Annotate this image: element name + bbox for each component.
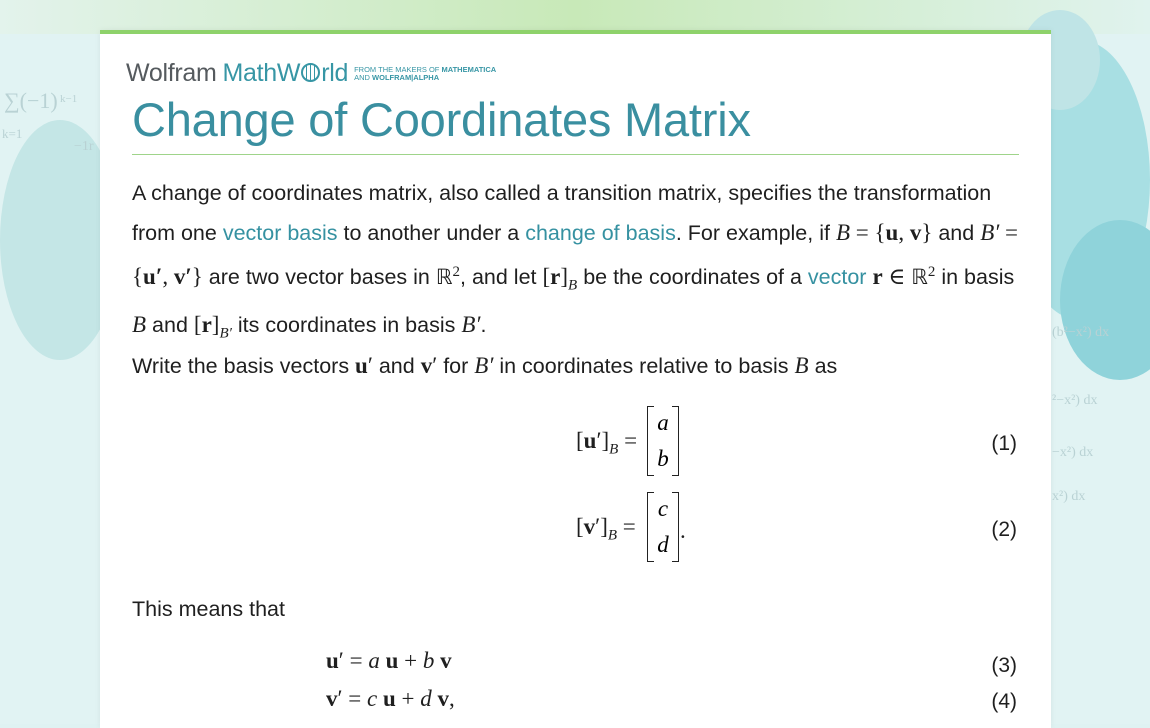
matrix-2: c d <box>647 492 679 562</box>
svg-text:k=1: k=1 <box>2 126 23 141</box>
equation-1: $[u']_B$ = <box>576 428 638 458</box>
link-vector[interactable]: vector <box>807 265 867 290</box>
svg-text:²−x²) dx: ²−x²) dx <box>1052 393 1098 408</box>
svg-text:∑(−1): ∑(−1) <box>4 88 58 113</box>
equation-number-1: (1) <box>991 432 1017 455</box>
equation-4: v′ = c u + d v, <box>326 686 455 711</box>
equation-3: u′ = a u + b v <box>326 648 452 673</box>
matrix-1: a b <box>647 406 679 476</box>
link-vector-basis[interactable]: vector basis <box>222 221 338 245</box>
equation-number-2: (2) <box>991 518 1017 541</box>
logo-wolfram-text: Wolfram <box>126 59 217 87</box>
means-paragraph: This means that <box>132 597 285 621</box>
svg-text:(b²−x²) dx: (b²−x²) dx <box>1052 325 1110 340</box>
basis-paragraph: Write the basis vectors u′ and v′ for B′ in coordinates relative to basis B as <box>132 353 838 378</box>
equation-number-4: (4) <box>991 690 1017 713</box>
title-divider <box>132 154 1019 155</box>
page-title: Change of Coordinates Matrix <box>132 93 751 146</box>
logo-mathworld-text: MathW rld <box>222 59 349 87</box>
intro-paragraph: A change of coordinates matrix, also called a transition matrix, specifies the transformation from one vector basis to another under a change of basis. For example, if B = {u, v} and B′ = {u′, v′} are two vector bases in ℝ$^2$, and let $[r]_B$ be the coordinates of a vector r ∈ ℝ$^2$ in basis B and $[r]_{B'}$ its coordinates in basis B′. <box>132 181 1019 342</box>
site-logo[interactable] <box>126 58 496 88</box>
content-card <box>100 30 1051 728</box>
equation-2-period: . <box>680 518 686 543</box>
equation-number-3: (3) <box>991 654 1017 677</box>
logo-tagline: FROM THE MAKERS OF MATHEMATICA AND WOLFRAM|ALPHA <box>354 65 497 82</box>
svg-text:−x²) dx: −x²) dx <box>1052 445 1094 460</box>
svg-text:−1r: −1r <box>74 139 94 154</box>
svg-text:k−1: k−1 <box>60 93 78 105</box>
svg-text:x²) dx: x²) dx <box>1052 489 1086 504</box>
logo-globe-icon <box>301 63 320 82</box>
link-change-of-basis[interactable]: change of basis <box>525 221 676 245</box>
equation-2: $[v']_B$ = <box>576 514 636 544</box>
